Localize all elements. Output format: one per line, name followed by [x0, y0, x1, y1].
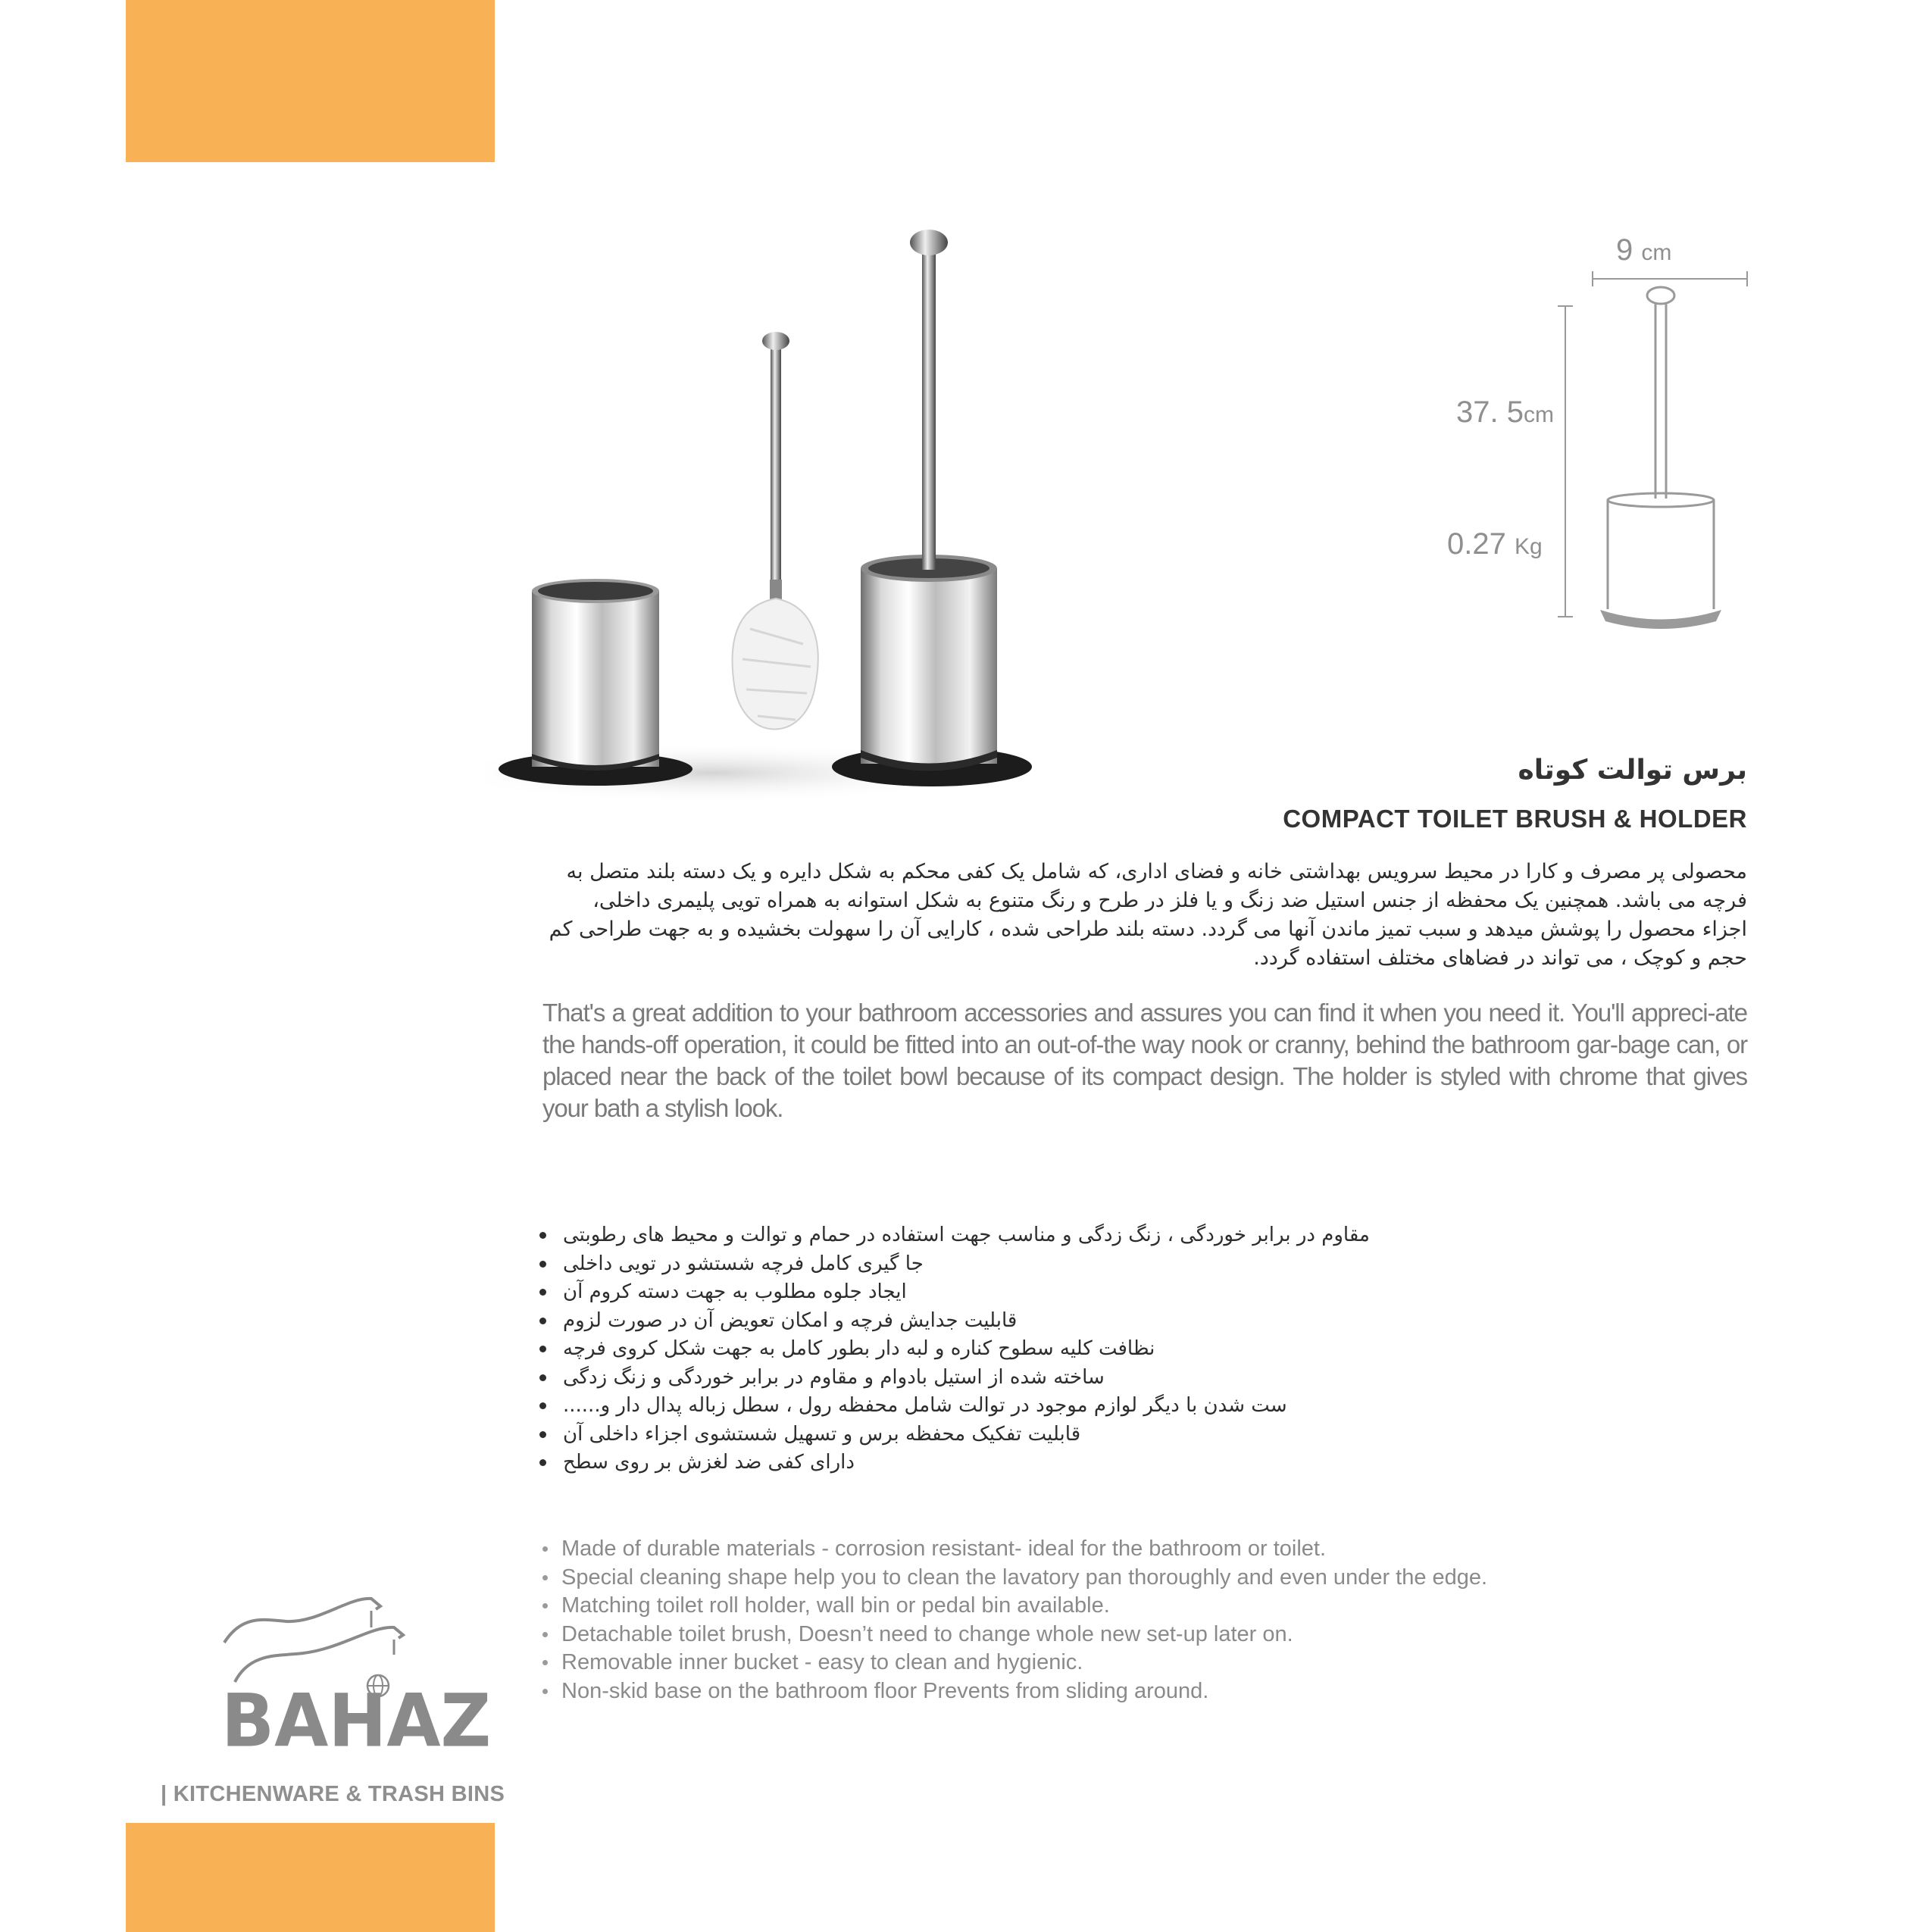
- product-title-en: COMPACT TOILET BRUSH & HOLDER: [1283, 805, 1747, 833]
- brand-logo-text: BAHAZ: [221, 1678, 492, 1764]
- feature-fa: ست شدن با دیگر لوازم موجود در توالت شامل محفظه رول ، سطل زباله پدال دار و......: [539, 1392, 1524, 1421]
- feature-en: Special cleaning shape help you to clean the lavatory pan thoroughly and even under the edge.: [542, 1564, 1487, 1593]
- feature-fa: نظافت کلیه سطوح کناره و لبه دار بطور کامل به جهت شکل کروی فرچه: [539, 1335, 1524, 1364]
- features-list-fa: [539, 1221, 1524, 1477]
- description-fa: محصولی پر مصرف و کارا در محیط سرویس بهداشتی خانه و فضای اداری، که شامل یک کفی محکم به شکل دایره و یک دسته بلند متصل به فرچه می باشد. همچنین یک محفظه از جنس استیل ضد زنگ و یا فلز در طرح و رنگ متنوع به شکل استوانه به همراه تویی پلیمری داخلی، اجزاء محصول را پوشش میدهد و سبب تمیز ماندن آنها می گردد. دسته بلند طراحی شده ، کارایی آن را سهولت بخشیده و به جهت طراحی کم حجم و کوچک ، می تواند در فضاهای مختلف استفاده گردد.: [549, 860, 1747, 970]
- dimension-weight: 0.27 Kg: [1447, 527, 1543, 561]
- holder-with-brush: [832, 230, 1032, 786]
- feature-fa: مقاوم در برابر خوردگی ، زنگ زدگی و مناسب جهت استفاده در حمام و توالت و محیط های رطوبتی: [539, 1221, 1524, 1250]
- feature-fa: جا گیری کامل فرچه شستشو در تویی داخلی: [539, 1250, 1524, 1279]
- orange-accent-bottom: [126, 1823, 495, 1932]
- feature-fa: دارای کفی ضد لغزش بر روی سطح: [539, 1449, 1524, 1477]
- feature-fa: ایجاد جلوه مطلوب به جهت دسته کروم آن: [539, 1278, 1524, 1307]
- feature-en: Matching toilet roll holder, wall bin or pedal bin available.: [542, 1592, 1487, 1621]
- feature-en: Removable inner bucket - easy to clean and hygienic.: [542, 1649, 1487, 1677]
- product-title-fa: برس توالت کوتاه: [1518, 755, 1747, 786]
- feature-fa: قابلیت جدایش فرچه و امکان تعویض آن در صورت لزوم: [539, 1307, 1524, 1336]
- feature-fa: قابلیت تفکیک محفظه برس و تسهیل شستشوی اجزاء داخلی آن: [539, 1421, 1524, 1449]
- brush: [733, 332, 818, 730]
- description-en: That's a great addition to your bathroom accessories and assures you can find it when you need it. You'll appreci-ate the hands-off operation, it could be fitted into an out-of-the way nook or cranny, behind the bathroom gar-bage can, or placed near the back of the toilet bowl because of its compact design. The holder is styled with chrome that gives your bath a stylish look.: [542, 999, 1747, 1122]
- dimension-width: 9 cm: [1616, 233, 1672, 267]
- brand-tagline: | KITCHENWARE & TRASH BINS: [161, 1782, 505, 1806]
- feature-en: Detachable toilet brush, Doesn’t need to change whole new set-up later on.: [542, 1621, 1487, 1649]
- dimension-drawing: [1409, 227, 1765, 652]
- feature-en: Made of durable materials - corrosion resistant- ideal for the bathroom or toilet.: [542, 1535, 1487, 1564]
- globe-icon: [365, 1673, 391, 1699]
- feature-en: Non-skid base on the bathroom floor Prevents from sliding around.: [542, 1677, 1487, 1706]
- feature-fa: ساخته شده از استیل بادوام و مقاوم در برابر خوردگی و زنگ زدگی: [539, 1364, 1524, 1393]
- dimension-height: 37. 5cm: [1456, 395, 1554, 429]
- orange-accent-top: [126, 0, 495, 162]
- features-list-en: [542, 1535, 1487, 1705]
- product-photo: [485, 220, 1061, 811]
